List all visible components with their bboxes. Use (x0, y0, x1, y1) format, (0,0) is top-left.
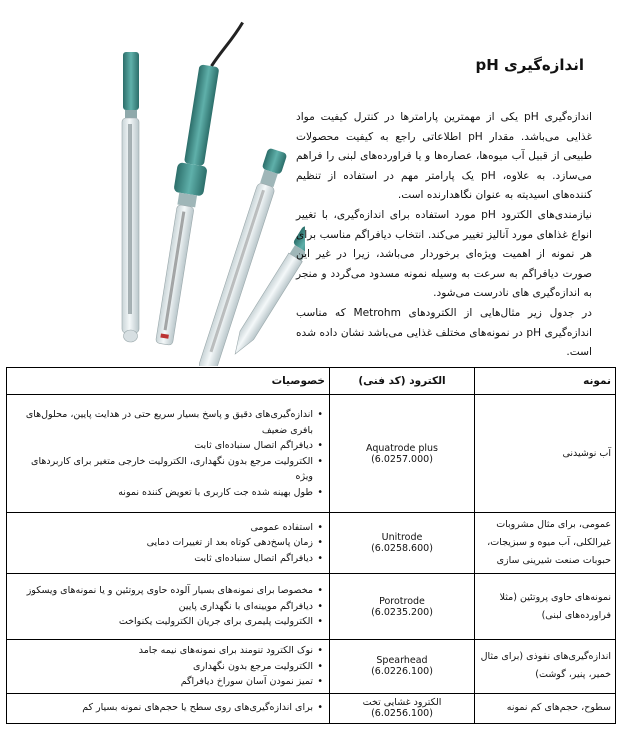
sample-cell: عمومی، برای مثال مشروبات غیرالکلی، آب میوه و سبزیجات، حبوبات صنعت شیرینی سازی (475, 513, 616, 574)
feature-item: • تمیز نمودن آسان سوراخ دیافراگم (11, 674, 313, 690)
electrodes-photo (95, 14, 305, 366)
electrode-table (6, 367, 616, 724)
sample-cell: اندازه‌گیری‌های نفوذی (برای مثال خمیر، پنیر، گوشت) (475, 640, 616, 694)
feature-item: • دیافراگم اتصال سنباده‌ای ثابت (11, 551, 313, 567)
table-row (7, 640, 616, 694)
feature-item: • استفاده عمومی (11, 520, 313, 536)
feature-item: • الکترولیت پلیمری برای جریان الکترولیت یکنواخت (11, 614, 313, 630)
header-sample: نمونه (475, 368, 616, 395)
aquatrode-electrode (122, 52, 139, 342)
electrode-name: Aquatrode plus (366, 442, 438, 454)
electrode-cell (330, 574, 475, 640)
electrode-name: الکترود غشایی تخت (362, 697, 442, 708)
feature-item: • دیافراگم اتصال سنباده‌ای ثابت (11, 438, 313, 454)
feature-item: • برای اندازه‌گیری‌های روی سطح یا حجم‌های نمونه بسیار کم (11, 700, 313, 716)
feature-item: • الکترولیت مرجع بدون نگهداری (11, 659, 313, 675)
table-row (7, 693, 616, 723)
electrode-name: Unitrode (381, 532, 423, 543)
electrode-cell (330, 395, 475, 513)
feature-item: • اندازه‌گیری‌های دقیق و پاسخ بسیار سریع حتی در هدایت پایین، محلول‌های بافری ضعیف (11, 407, 313, 438)
features-cell (7, 640, 330, 694)
feature-item: • الکترولیت مرجع بدون نگهداری، الکترولیت خارجی متغیر برای کاربردهای ویژه (11, 454, 313, 485)
feature-item: • مخصوصا برای نمونه‌های بسیار آلوده حاوی پروتئین و یا نمونه‌های ویسکوز (11, 583, 313, 599)
feature-item: • طول بهینه شده جت کاربری با تعویض کننده نمونه (11, 485, 313, 501)
sample-cell: سطوح، حجم‌های کم نمونه (475, 693, 616, 723)
features-cell (7, 693, 330, 723)
electrode-cell (330, 640, 475, 694)
intro-paragraph: در جدول زیر مثال‌هایی از الکترودهای Metrohm که مناسب اندازه‌گیری pH در نمونه‌های مختلف غذایی می‌باشد نشان داده شده است. (296, 306, 592, 359)
intro-paragraph: اندازه‌گیری pH یکی از مهمترین پارامترها در کنترل کیفیت مواد غذایی می‌باشد. مقدار pH اطلاعاتی راجع به کیفیت محصولات طبیعی از قبیل آب میوه‌ها، عصاره‌ها و یا فراورده‌های لبنی را فراهم می‌سازد. به علاوه، pH یک پارامتر مهم در استفاده از تنظیم کننده‌های اسیدیته به عنوان نگاهدارنده است. (296, 111, 592, 202)
feature-item: • نوک الکترود تنومند برای نمونه‌های نیمه جامد (11, 643, 313, 659)
electrode-code: (6.0258.600) (371, 543, 433, 554)
electrode-code: (6.0226.100) (371, 666, 433, 678)
electrode-cell (330, 513, 475, 574)
electrode-name: Spearhead (376, 655, 428, 667)
electrode-code: (6.0257.000) (371, 453, 433, 465)
table-row (7, 574, 616, 640)
header-features: خصوصیات (7, 368, 330, 395)
table-header-row (7, 368, 616, 395)
electrode-name: Porotrode (379, 595, 425, 607)
feature-item: • زمان پاسخ‌دهی کوتاه بعد از تغییرات دمایی (11, 535, 313, 551)
electrode-code: (6.0256.100) (371, 708, 433, 719)
features-cell (7, 574, 330, 640)
intro-text (296, 108, 592, 363)
electrode-cell (330, 693, 475, 723)
sample-cell: نمونه‌های حاوی پروتئین (مثلا فراورده‌های لبنی) (475, 574, 616, 640)
feature-item: • دیافراگم مویینه‌ای با نگهداری پایین (11, 599, 313, 615)
sample-cell: آب نوشیدنی (475, 395, 616, 513)
features-cell (7, 513, 330, 574)
header-electrode: الکترود (کد فنی) (330, 368, 475, 395)
intro-paragraph: نیازمندی‌های الکترود pH مورد استفاده برای اندازه‌گیری، با تغییر انواع غذاهای مورد آنالیز تغییر می‌کند. انتخاب دیافراگم مناسب برای هر نمونه از اهمیت ویژه‌ای برخوردار می‌باشد، زیرا در غیر این صورت دیافراگم به سرعت به وسیله نمونه مسدود می‌گردد و منجر به اندازه‌گیری های نادرست می‌شود. (296, 208, 592, 300)
page-title: اندازه‌گیری pH (475, 56, 584, 74)
table-row (7, 513, 616, 574)
table-row (7, 395, 616, 513)
features-cell (7, 395, 330, 513)
electrode-code: (6.0235.200) (371, 606, 433, 618)
